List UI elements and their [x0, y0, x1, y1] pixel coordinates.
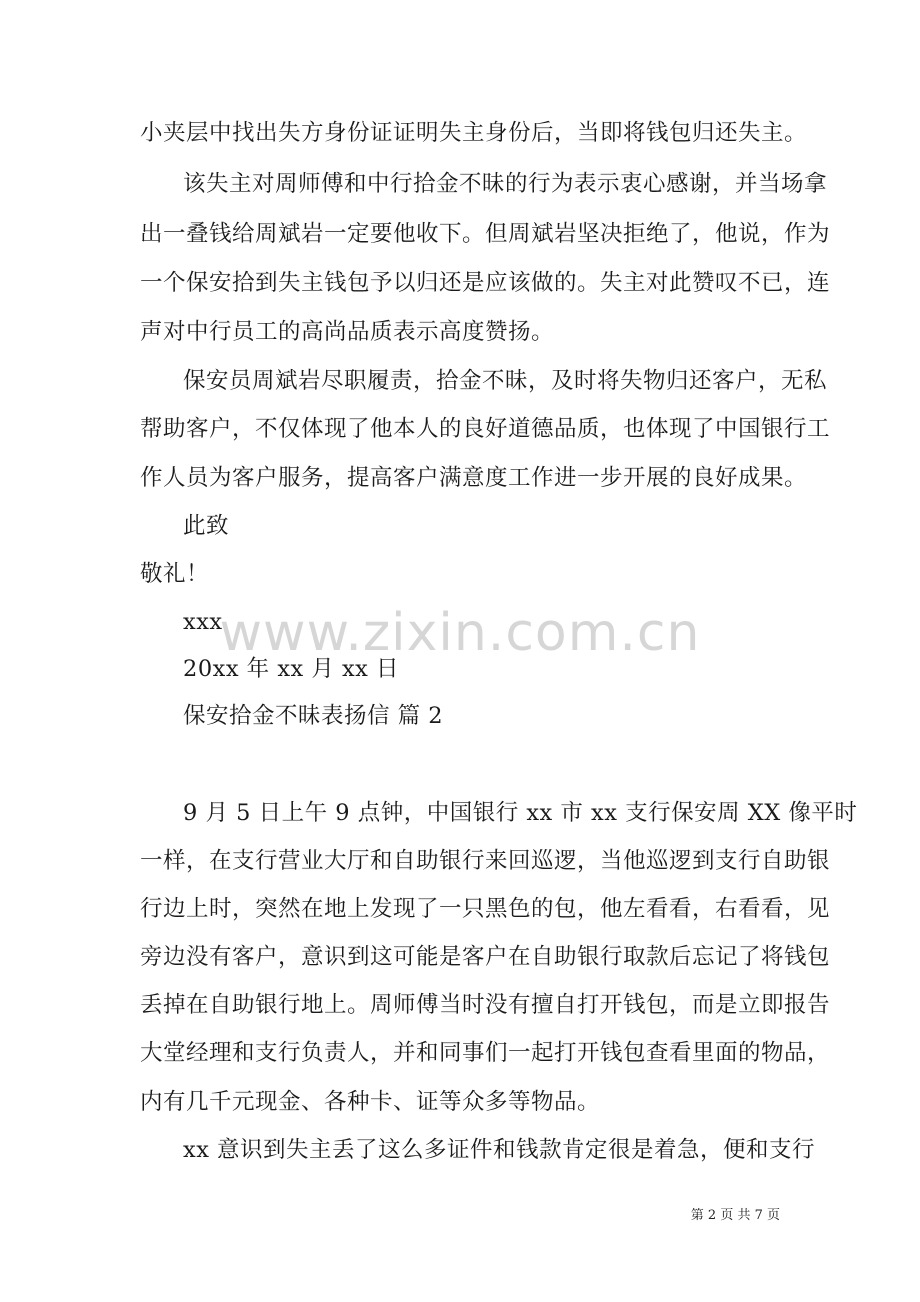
text-line: 内有几千元现金、各种卡、证等众多等物品。: [140, 1089, 601, 1115]
text-line: 行边上时，突然在地上发现了一只黑色的包，他左看看，右看看，见: [140, 896, 831, 922]
text-line: 出一叠钱给周斌岩一定要他收下。但周斌岩坚决拒绝了，他说，作为: [140, 221, 831, 247]
text-line: 一样，在支行营业大厅和自助银行来回巡逻，当他巡逻到支行自助银: [140, 848, 831, 874]
text-line: 声对中行员工的高尚品质表示高度赞扬。: [140, 319, 555, 345]
closing-line: 敬礼！: [140, 561, 210, 587]
signature-line: xxx: [183, 609, 223, 635]
text-line: xx 意识到失主丢了这么多证件和钱款肯定很是着急，便和支行: [183, 1137, 816, 1163]
text-line: 一个保安拾到失主钱包予以归还是应该做的。失主对此赞叹不已，连: [140, 270, 831, 296]
text-line: 保安员周斌岩尽职履责，拾金不昧，及时将失物归还客户，无私: [183, 368, 828, 394]
page-number-footer: 第 2 页 共 7 页: [690, 1208, 780, 1223]
section-heading: 保安拾金不昧表扬信 篇 2: [183, 703, 444, 729]
watermark: www.zixin.com.cn: [219, 603, 701, 663]
text-line: 该失主对周师傅和中行拾金不昧的行为表示衷心感谢，并当场拿: [183, 171, 828, 197]
text-line: 9 月 5 日上午 9 点钟，中国银行 xx 市 xx 支行保安周 XX 像平时: [183, 800, 858, 826]
text-line: 大堂经理和支行负责人，并和同事们一起打开钱包查看里面的物品，: [140, 1040, 831, 1066]
text-line: 旁边没有客户，意识到这可能是客户在自助银行取款后忘记了将钱包: [140, 944, 831, 970]
date-line: 20xx 年 xx 月 xx 日: [183, 656, 400, 682]
text-line: 小夹层中找出失方身份证证明失主身份后，当即将钱包归还失主。: [140, 120, 808, 146]
text-line: 作人员为客户服务，提高客户满意度工作进一步开展的良好成果。: [140, 465, 808, 491]
salutation-line: 此致: [183, 513, 230, 539]
text-line: 丢掉在自助银行地上。周师傅当时没有擅自打开钱包，而是立即报告: [140, 992, 831, 1018]
text-line: 帮助客户，不仅体现了他本人的良好道德品质，也体现了中国银行工: [140, 416, 831, 442]
